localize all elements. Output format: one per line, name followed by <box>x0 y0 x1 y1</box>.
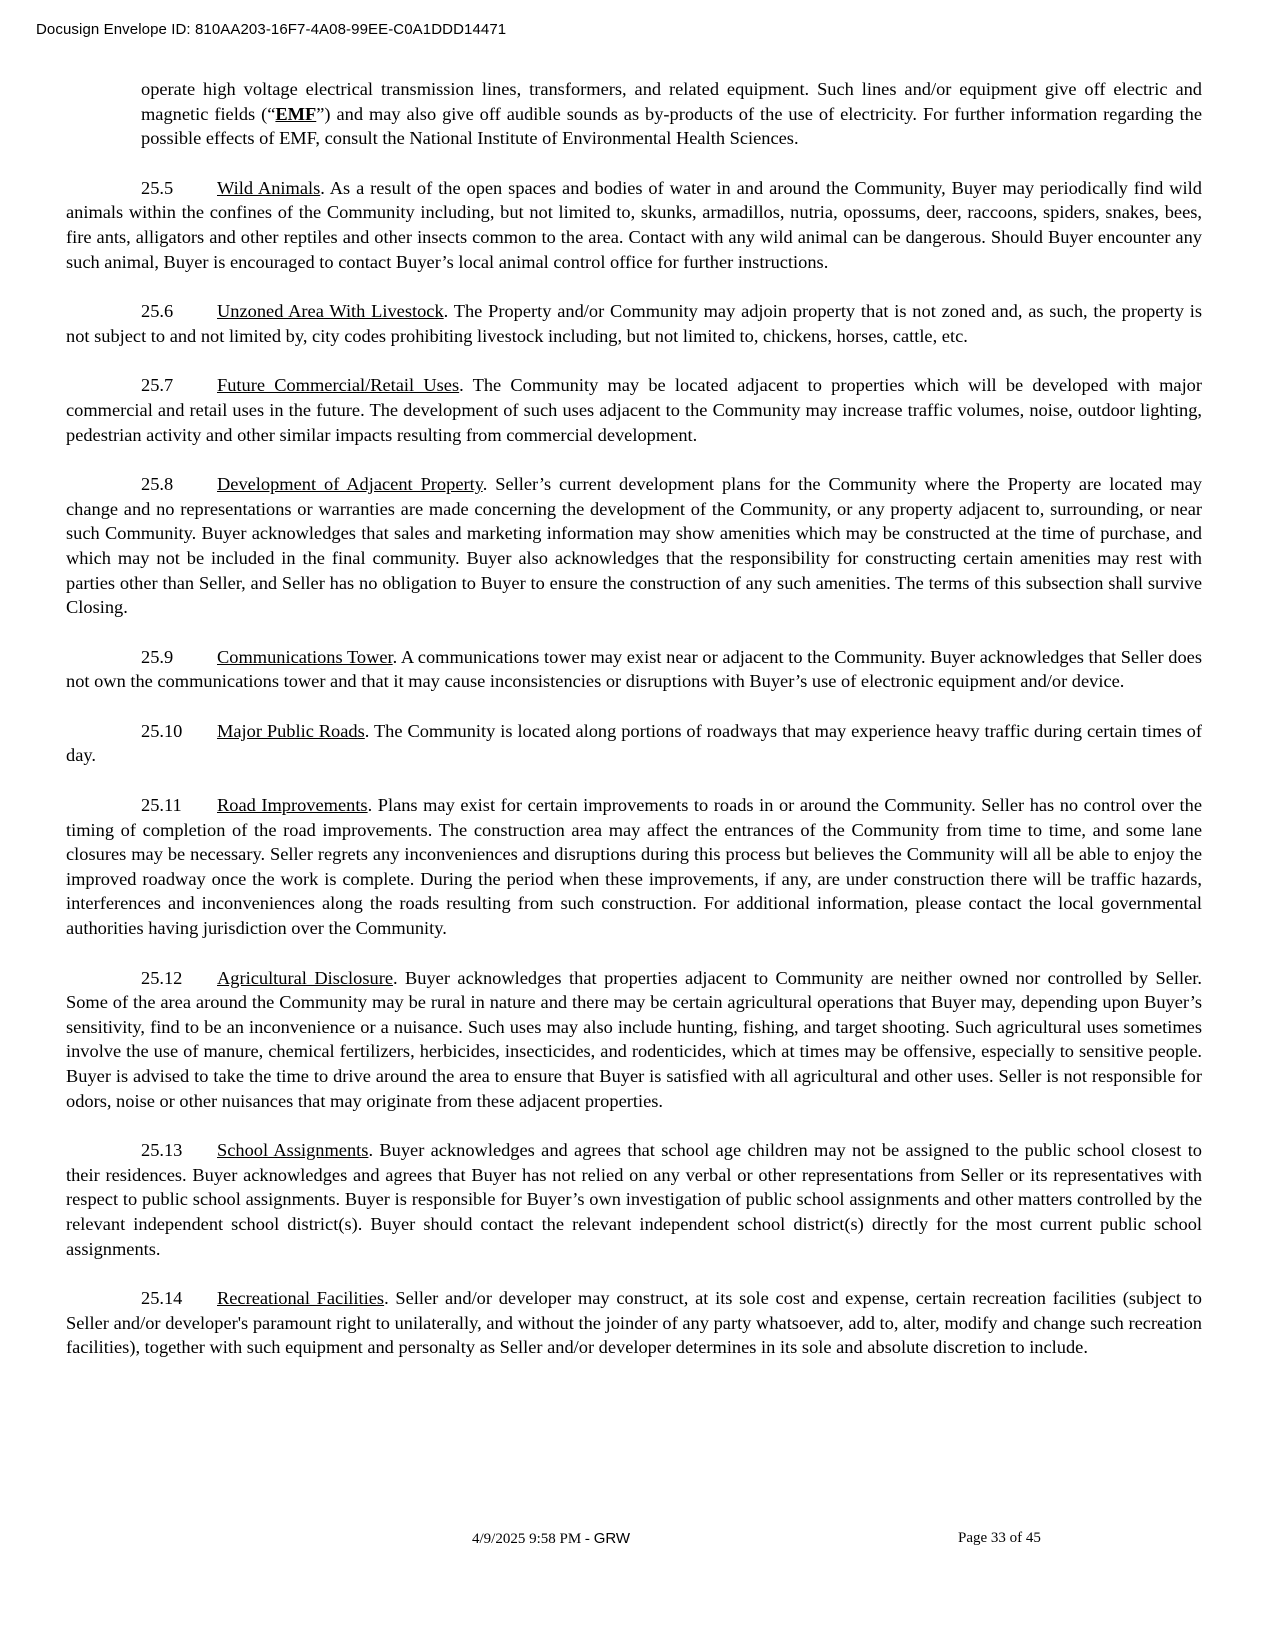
section-heading: School Assignments <box>217 1140 369 1161</box>
page-number: Page 33 of 45 <box>958 1530 1041 1546</box>
intro-text-before: operate high voltage electrical transmission lines, transformers, and related equipment. Such lines and/or equipment give off electric and magnetic fields (“ <box>141 79 1202 124</box>
section-number: 25.14 <box>141 1288 183 1309</box>
section-heading: Recreational Facilities <box>217 1288 385 1309</box>
section-number: 25.13 <box>141 1140 183 1161</box>
section-heading: Future Commercial/Retail Uses <box>217 375 460 396</box>
section-25-10 <box>66 719 1202 768</box>
document-body <box>66 77 1202 1385</box>
section-25-12 <box>66 966 1202 1114</box>
section-25-7 <box>66 373 1202 447</box>
section-heading: Agricultural Disclosure <box>217 967 393 988</box>
section-25-8 <box>66 472 1202 620</box>
section-text: . A communications tower may exist near or adjacent to the Community. Buyer acknowledges that Seller does not own the communications tower and that it may cause inconsistencies or disruptions with Buyer’s use of electronic equipment and/or device. <box>66 646 1202 692</box>
intro-paragraph <box>141 77 1202 151</box>
section-text: . Plans may exist for certain improvements to roads in or around the Community. Seller has no control over the timing of completion of the road improvements. The construction area may affect the entrances of the Community from time to time, and some lane closures may be necessary. Seller regrets any inconveniences and disruptions during this process but believes the Community will all be able to enjoy the improved roadway once the work is complete. During the period when these improvements, if any, are under construction there will be traffic hazards, interferences and inconveniences along the roads resulting from such construction. For additional information, please contact the local governmental authorities having jurisdiction over the Community. <box>66 795 1202 939</box>
section-text: . Buyer acknowledges and agrees that school age children may not be assigned to the public school closest to their residences. Buyer acknowledges and agrees that Buyer has not relied on any verbal or other representations from Seller or its representatives with respect to public school assignments. Buyer is responsible for Buyer’s own investigation of public school assignments and other matters controlled by the relevant independent school district(s). Buyer should contact the relevant independent school district(s) directly for the most current public school assignments. <box>66 1140 1202 1259</box>
section-number: 25.9 <box>141 646 174 667</box>
footer-initials: GRW <box>593 1530 631 1547</box>
intro-text-after: ”) and may also give off audible sounds as by-products of the use of electricity. For further information regarding the possible effects of EMF, consult the National Institute of Environmental Health Sciences. <box>141 103 1202 149</box>
section-text: . Buyer acknowledges that properties adjacent to Community are neither owned nor controlled by Seller. Some of the area around the Community may be rural in nature and there may be certain agricultural operations that Buyer may, depending upon Buyer’s sensitivity, find to be an inconvenience or a nuisance. Such uses may also include hunting, fishing, and target shooting. Such agricultural uses sometimes involve the use of manure, chemical fertilizers, herbicides, insecticides, and rodenticides, which at times may be offensive, especially to sensitive people. Buyer is advised to take the time to drive around the area to ensure that Buyer is satisfied with all agricultural and other uses. Seller is not responsible for odors, noise or other nuisances that may originate from these adjacent properties. <box>66 967 1202 1111</box>
section-number: 25.12 <box>141 967 183 988</box>
section-25-9 <box>66 645 1202 694</box>
section-heading: Major Public Roads <box>217 720 365 741</box>
section-number: 25.8 <box>141 474 174 495</box>
section-text: . As a result of the open spaces and bodies of water in and around the Community, Buyer may periodically find wild animals within the confines of the Community including, but not limited to, skunks, armadillos, nutria, opossums, deer, raccoons, spiders, snakes, bees, fire ants, alligators and other reptiles and other insects common to the area. Contact with any wild animal can be dangerous. Should Buyer encounter any such animal, Buyer is encouraged to contact Buyer’s local animal control office for further instructions. <box>66 177 1202 272</box>
sections-list <box>66 176 1202 1360</box>
section-heading: Road Improvements <box>217 795 368 816</box>
section-text: . The Community is located along portions of roadways that may experience heavy traffic during certain times of day. <box>66 720 1202 766</box>
section-25-13 <box>66 1138 1202 1261</box>
section-25-14 <box>66 1286 1202 1360</box>
section-heading: Communications Tower <box>217 646 393 667</box>
section-number: 25.7 <box>141 375 174 396</box>
section-25-11 <box>66 793 1202 941</box>
section-number: 25.5 <box>141 177 174 198</box>
section-heading: Development of Adjacent Property <box>217 474 483 495</box>
envelope-id: Docusign Envelope ID: 810AA203-16F7-4A08-99EE-C0A1DDD14471 <box>36 21 507 38</box>
section-text: . Seller and/or developer may construct, at its sole cost and expense, certain recreation facilities (subject to Seller and/or developer's paramount right to unilaterally, and without the joinder of any party whatsoever, add to, alter, modify and change such recreation facilities), together with such equipment and personalty as Seller and/or developer determines in its sole and absolute discretion to include. <box>66 1288 1202 1358</box>
section-number: 25.6 <box>141 301 174 322</box>
section-text: . Seller’s current development plans for the Community where the Property are located may change and no representations or warranties are made concerning the development of the Community, or any property adjacent to, surrounding, or near such Community. Buyer acknowledges that sales and marketing information may show amenities which may be constructed at the time of purchase, and which may not be included in the final community. Buyer also acknowledges that the responsibility for constructing certain amenities may rest with parties other than Seller, and Seller has no obligation to Buyer to ensure the construction of any such amenities. The terms of this subsection shall survive Closing. <box>66 474 1202 618</box>
section-heading: Wild Animals <box>217 177 321 198</box>
section-text: . The Community may be located adjacent to properties which will be developed with major commercial and retail uses in the future. The development of such uses adjacent to the Community may increase traffic volumes, noise, outdoor lighting, pedestrian activity and other similar impacts resulting from commercial development. <box>66 375 1202 445</box>
section-25-6 <box>66 299 1202 348</box>
footer-datetime-text: 4/9/2025 9:58 PM - <box>472 1531 594 1547</box>
section-number: 25.11 <box>141 795 182 816</box>
footer-datetime <box>472 1530 630 1548</box>
section-number: 25.10 <box>141 720 183 741</box>
emf-term: EMF <box>275 103 317 124</box>
section-heading: Unzoned Area With Livestock <box>217 301 444 322</box>
section-25-5 <box>66 176 1202 274</box>
section-text: . The Property and/or Community may adjoin property that is not zoned and, as such, the property is not subject to and not limited by, city codes prohibiting livestock including, but not limited to, chickens, horses, cattle, etc. <box>66 301 1202 346</box>
